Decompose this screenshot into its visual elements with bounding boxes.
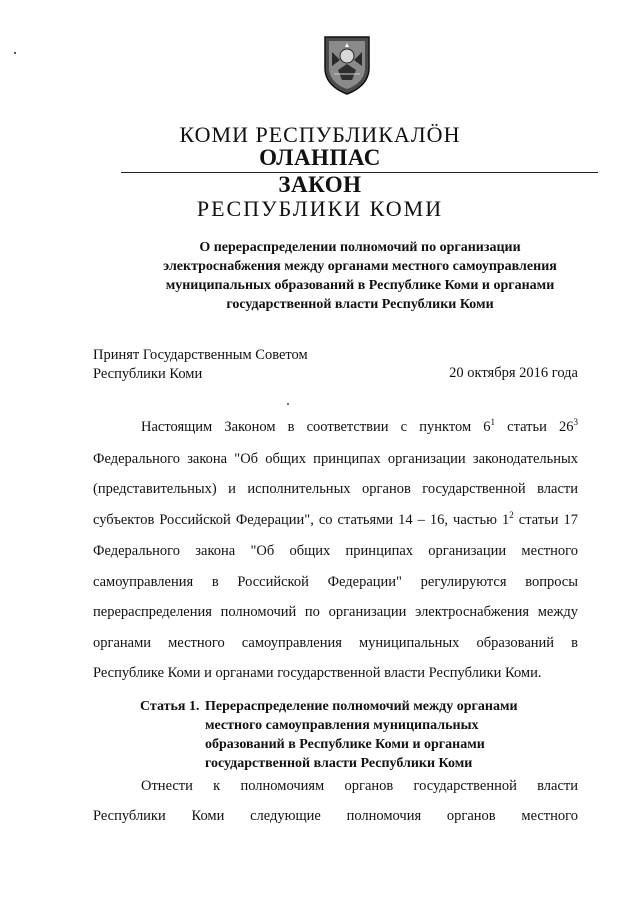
republic-title: РЕСПУБЛИКИ КОМИ xyxy=(196,196,444,221)
preamble-text: статьи 26 xyxy=(495,419,574,435)
zakon-title: ЗАКОН xyxy=(278,172,362,197)
preamble xyxy=(93,412,578,689)
law-title-line: государственной власти Республики Коми xyxy=(226,297,494,312)
article-title xyxy=(205,697,585,773)
law-title-line: О перераспределении полномочий по организации xyxy=(199,240,521,255)
article-number: Статья 1. xyxy=(140,699,200,714)
scan-speck xyxy=(14,52,16,54)
komi-title: КОМИ РЕСПУБЛИКАЛӦН xyxy=(179,122,461,147)
adopted-line: Принят Государственным Советом xyxy=(93,347,308,363)
adopted-line: Республики Коми xyxy=(93,366,203,382)
adopted-by xyxy=(93,346,308,384)
article-title-line: государственной власти Республики Коми xyxy=(205,756,473,771)
superscript: 1 xyxy=(490,417,496,427)
olanpas-title: ОЛАНПАС xyxy=(259,145,381,170)
article-title-line: местного самоуправления муниципальных xyxy=(205,718,479,733)
article-title-line: образований в Республике Коми и органами xyxy=(205,737,485,752)
preamble-text: Федерального закона "Об общих принципах организации законодательных (представительных) и исполнительных органов государственной власти субъектов Российской Федерации", со статьями 14 – 16, частью 1 xyxy=(93,450,578,528)
article-1-body xyxy=(93,771,578,831)
article-body-line: Отнести к полномочиям органов государственной власти xyxy=(141,778,578,794)
law-title xyxy=(110,238,610,314)
superscript: 3 xyxy=(573,417,578,427)
adoption-date: 20 октября 2016 года xyxy=(449,365,578,381)
preamble-paragraph xyxy=(93,412,578,689)
scan-speck xyxy=(287,403,289,405)
preamble-text: Настоящим Законом в соответствии с пунктом 6 xyxy=(141,419,491,435)
superscript: 2 xyxy=(509,509,514,520)
preamble-text: статьи 17 Федерального закона "Об общих принципах организации местного самоуправления в Российской Федерации" регулируются вопросы перераспределения полномочий по организации электроснабжения между органами местного самоуправления муниципальных образований в Республике Коми и органами государственной власти Республики Коми. xyxy=(93,511,578,681)
law-title-line: муниципальных образований в Республике Коми и органами xyxy=(165,278,555,293)
article-title-line: Перераспределение полномочий между органами xyxy=(205,699,518,714)
law-title-line: электроснабжения между органами местного самоуправления xyxy=(163,259,557,274)
article-body-line: Республики Коми следующие полномочия органов местного xyxy=(93,808,578,824)
coat-of-arms-icon xyxy=(320,34,374,96)
